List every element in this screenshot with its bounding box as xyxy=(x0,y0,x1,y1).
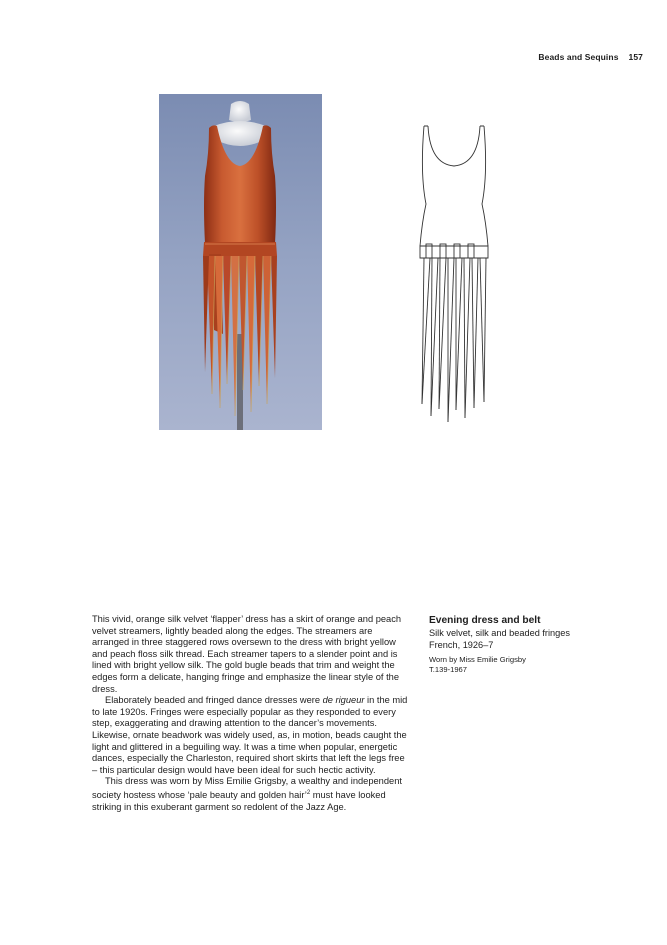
paragraph-3-text-start: This dress was worn by Miss Emilie Grigsby, a wealthy and independent society hostess whose ‘pale beauty and golden hair’ xyxy=(92,776,402,800)
paragraph-2 xyxy=(92,695,408,776)
paragraph-2-text-end: in the mid to late 1920s. Fringes were especially popular as they responded to every step, exaggerating and drawing attention to the dancer’s movements. Likewise, ornate beadwork was widely used, as, in motion, beads caught the light and glittered in a beguiling way. It was a time when popular, energetic dances, especially the Charleston, required short skirts that left the legs free – this particular design would have been ideal for such hectic activity. xyxy=(92,695,408,775)
caption xyxy=(429,614,629,676)
caption-provenance: Worn by Miss Emilie Grigsby xyxy=(429,654,526,664)
caption-materials: Silk velvet, silk and beaded fringes xyxy=(429,628,570,638)
running-head xyxy=(538,52,643,62)
caption-accession: T.139-1967 xyxy=(429,665,467,675)
footnote-ref: 2 xyxy=(306,789,311,796)
dress-line-drawing xyxy=(398,104,510,434)
paragraph-3 xyxy=(92,776,408,813)
paragraph-3-text-end: must have looked striking in this exuberant garment so redolent of the Jazz Age. xyxy=(92,790,386,812)
paragraph-2-text-start: Elaborately beaded and fringed dance dresses were xyxy=(105,695,323,706)
paragraph-1: This vivid, orange silk velvet ‘flapper’ dress has a skirt of orange and peach velvet streamers, lightly beaded along the edges. The streamers are arranged in three staggered rows oversewn to the dress with bright yellow and peach floss silk thread. Each streamer tapers to a slender point and is lined with bright yellow silk. The gold bugle beads that trim and weight the edges form a delicate, hanging fringe and emphasize the linear style of the dress. xyxy=(92,614,402,694)
dress-photograph xyxy=(159,94,322,430)
caption-title: Evening dress and belt xyxy=(429,615,541,626)
caption-origin: French, 1926–7 xyxy=(429,640,494,651)
emphasis-de-rigueur: de rigueur xyxy=(322,695,365,706)
page-number: 157 xyxy=(628,52,643,62)
running-head-section: Beads and Sequins xyxy=(538,52,619,62)
body-text xyxy=(92,614,408,813)
